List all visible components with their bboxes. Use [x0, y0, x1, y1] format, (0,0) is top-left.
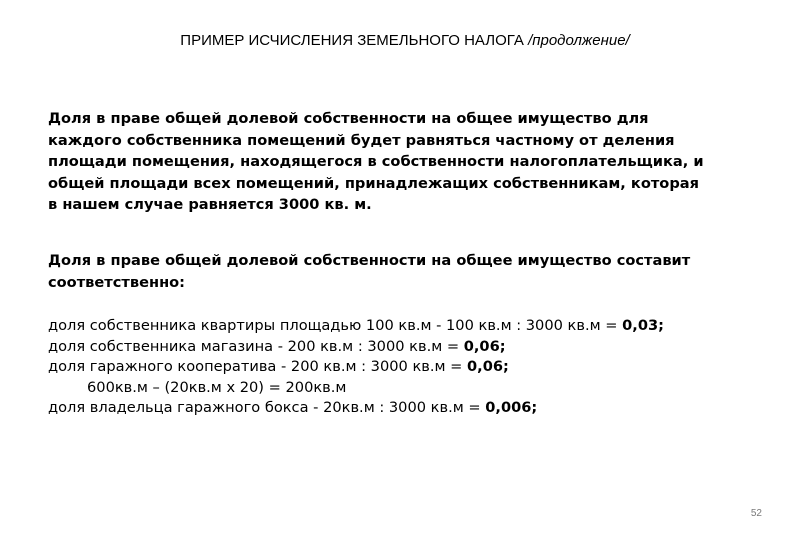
calculation-text: доля гаражного кооператива - 200 кв.м : 3000 кв.м = [48, 358, 468, 375]
calculation-list [48, 316, 778, 419]
calculation-line-shop [48, 337, 778, 358]
page-number: 52 [750, 508, 762, 519]
paragraph-line: в нашем случае равняется 3000 кв. м. [48, 196, 372, 213]
calculation-text: 600кв.м – (20кв.м х 20) = 200кв.м [87, 378, 347, 396]
slide-title [0, 32, 810, 49]
calculation-line-garage-area [48, 378, 778, 399]
calculation-line-garage-box [48, 398, 778, 419]
title-main: ПРИМЕР ИСЧИСЛЕНИЯ ЗЕМЕЛЬНОГО НАЛОГА [180, 32, 524, 49]
paragraph-line: соответственно: [48, 273, 186, 291]
calculation-text: доля собственника квартиры площадью 100 кв.м - 100 кв.м : 3000 кв.м = [48, 317, 623, 334]
calculation-text: доля собственника магазина - 200 кв.м : 3000 кв.м = [48, 337, 464, 355]
paragraph-share-definition [48, 108, 778, 216]
paragraph-line: Доля в праве общей долевой собственности на общее имущество для [48, 110, 649, 127]
calculation-result: 0,06; [467, 358, 509, 375]
paragraph-line: площади помещения, находящегося в собственности налогоплательщика, и [48, 153, 704, 170]
calculation-result: 0,06; [463, 337, 506, 355]
calculation-result: 0,006; [485, 399, 538, 416]
calculation-line-garage-coop [48, 357, 778, 378]
paragraph-line: каждого собственника помещений будет равняться частному от деления [48, 131, 675, 149]
calculation-text: доля владельца гаражного бокса - 20кв.м : 3000 кв.м = [48, 399, 486, 416]
paragraph-share-intro [48, 250, 778, 293]
title-subtitle: /продолжение/ [528, 32, 630, 49]
calculation-line-apartment [48, 316, 778, 337]
calculation-result: 0,03; [622, 317, 664, 334]
paragraph-line: Доля в праве общей долевой собственности на общее имущество составит [48, 252, 691, 269]
paragraph-line: общей площади всех помещений, принадлежащих собственникам, которая [48, 174, 699, 192]
